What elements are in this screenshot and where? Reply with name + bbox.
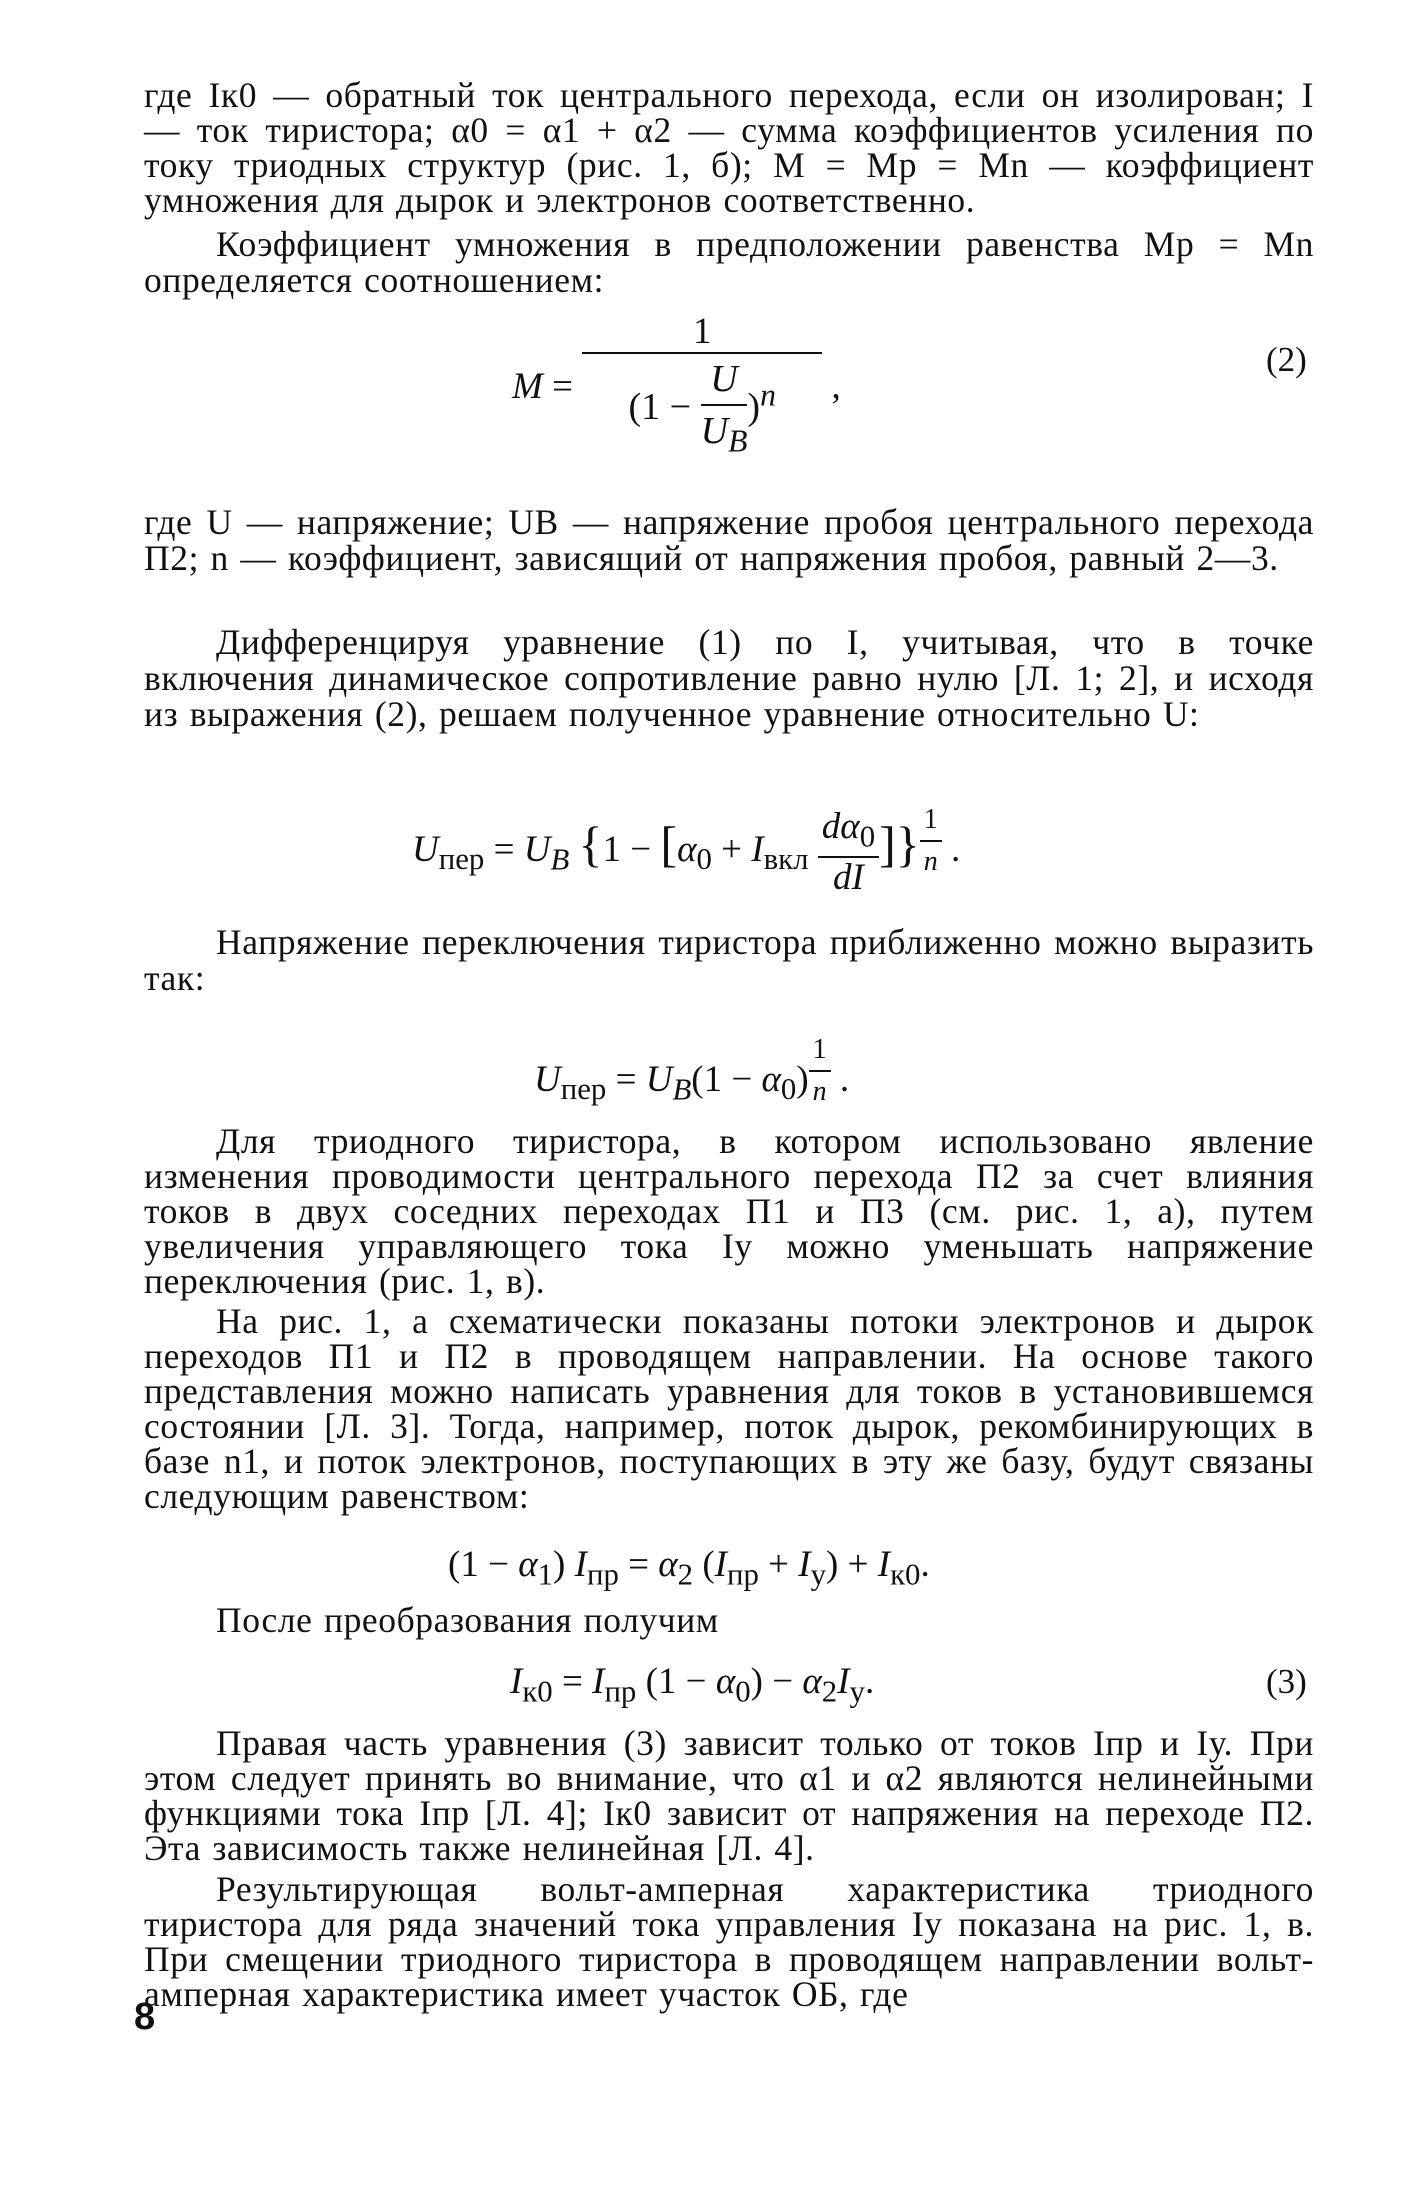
paragraph-7 [144,1301,1314,1516]
paragraph-8-text: После преобразования получим [216,1600,719,1640]
paragraph-9 [144,1723,1314,1868]
paragraph-5-text: Напряжение переключения тиристора приближенно можно выразить так: [144,922,1314,998]
equation-switching-voltage-approx-expression: $U_{пер} = U_B(1 - \alpha_0)$ $^{\frac{1}{n}}$ . [534,1030,849,1112]
equation-2 [0,300,1419,480]
equation-switching-voltage-full [0,780,1419,900]
equation-2-number: (2) [1266,340,1307,379]
paragraph-5 [144,924,1314,996]
paragraph-9-text: Правая часть уравнения (3) зависит только от токов Iпр и Iу. При этом следует принять во внимание, что α1 и α2 являются нелинейными функциями тока Iпр [Л. 4]; Iк0 зависит от напряжения на переходе П2. Эта зависимость также нелинейная [Л. 4]. [144,1723,1314,1868]
paragraph-10-text: Результирующая вольт-амперная характеристика триодного тиристора для ряда значений тока управления Iу показана на рис. 1, в. При смещении триодного тиристора в проводящем направлении вольт-амперная характеристика имеет участок ОБ, где [144,1869,1314,2014]
equation-switching-voltage-approx [0,1000,1419,1110]
equation-balance-expression: $(1 - \alpha_1)$ $I_{пр} = \alpha_2$ $(I_{пр} + I_у) + I_{к0}$. [448,1544,930,1592]
paragraph-8 [144,1602,1314,1638]
paragraph-4-text: Дифференцируя уравнение (1) по I, учитывая, что в точке включения динамическое сопротивление равно нулю [Л. 1; 2], и исходя из выражения (2), решаем полученное уравнение относительно U: [144,622,1314,734]
equation-2-expression: M = 1 (1 − $\frac{U}{U_B}$ )$^n$ , [512,311,841,459]
paragraph-2 [144,226,1314,298]
paragraph-6-text: Для триодного тиристора, в котором использовано явление изменения проводимости центрального перехода П2 за счет влияния токов в двух соседних переходах П1 и П3 (см. рис. 1, а), путем увеличения управляющего тока Iу можно уменьшать напряжение переключения (рис. 1, в). [144,1121,1314,1301]
equation-3 [0,1662,1419,1712]
paragraph-1 [144,75,1314,220]
paragraph-1-text: где Iк0 — обратный ток центрального перехода, если он изолирован; I — ток тиристора; α0 = α1 + α2 — сумма коэффициентов усиления по току триодных структур (рис. 1, б); M = Mp = Mn — коэффициент умножения для дырок и электронов соответственно. [144,75,1314,220]
paragraph-2-text: Коэффициент умножения в предположении равенства Mp = Mn определяется соотношением: [144,224,1314,300]
equation-3-number: (3) [1266,1662,1307,1701]
paragraph-4 [144,624,1314,732]
equation-balance [0,1545,1419,1595]
paragraph-3 [144,504,1314,576]
paragraph-7-text: На рис. 1, а схематически показаны потоки электронов и дырок переходов П1 и П2 в проводящем направлении. На основе такого представления можно написать уравнения для токов в установившемся состоянии [Л. 3]. Тогда, например, поток дырок, рекомбинирующих в базе n1, и поток электронов, поступающих в эту же базу, будут связаны следующим равенством: [144,1301,1314,1516]
paragraph-3-text: где U — напряжение; UB — напряжение пробоя центрального перехода П2; n — коэффициент, зависящий от напряжения пробоя, равный 2—3. [144,502,1314,578]
equation-3-expression: $I_{к0} = I_{пр}$ $(1 - \alpha_0) - \alpha_2I_у$. [510,1661,875,1709]
equation-switching-voltage-full-expression: $U_{пер} = U_B$ {$1 - [\alpha_0 + I_{вкл}$ $\frac{d\alpha_0}{dI}$ ]} $^{\frac{1}{n}}$ . [412,800,960,898]
paragraph-6 [144,1121,1314,1301]
paragraph-10 [144,1869,1314,2014]
page-number: 8 [134,1996,156,2038]
